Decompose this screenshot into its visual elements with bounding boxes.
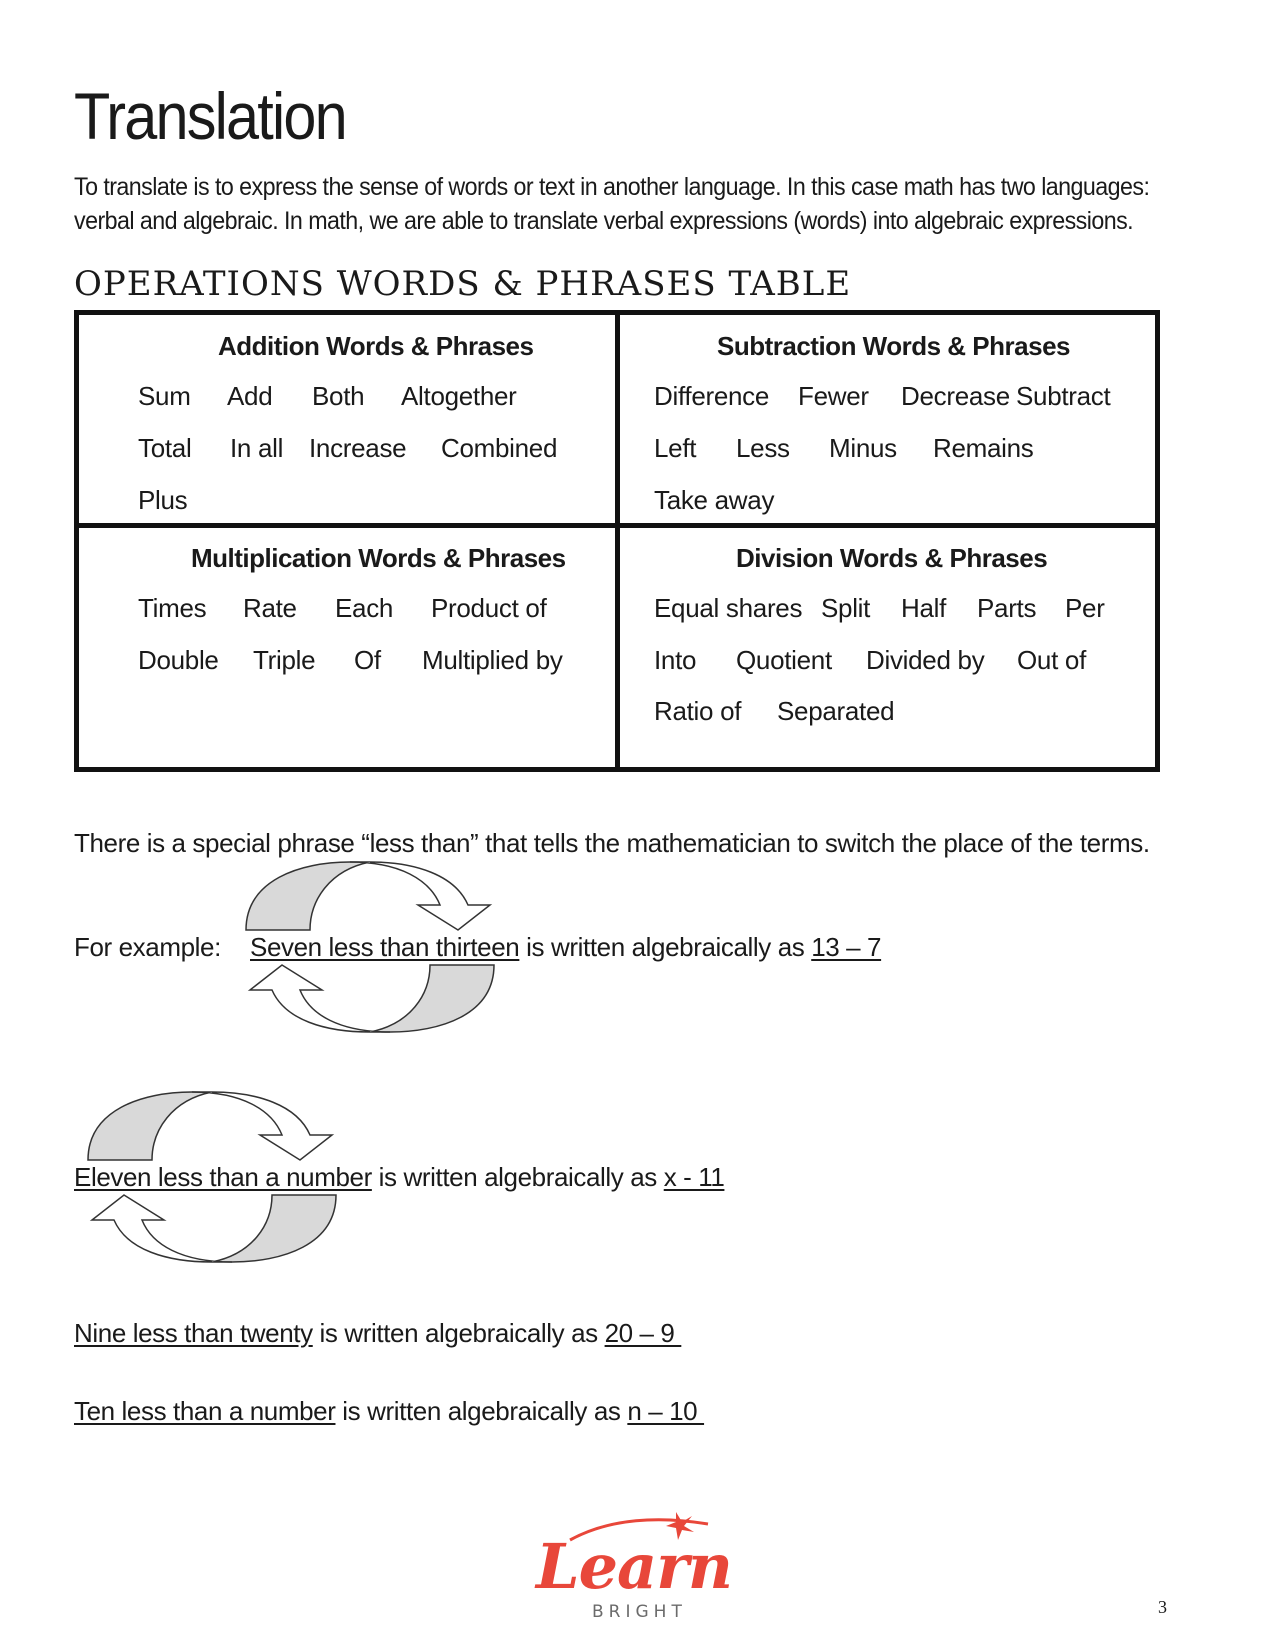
division-word: Half [901,593,947,623]
table-divider-vertical [615,315,620,767]
logo-subtext: BRIGHT [592,1602,687,1622]
addition-word: Add [227,381,273,411]
multiplication-word: Rate [243,593,297,623]
division-word: Ratio of [654,696,742,726]
example-expression: n – 10 [627,1396,705,1426]
division-word: Divided by [866,645,985,675]
multiplication-word: Times [138,593,207,623]
division-word: Split [821,593,871,623]
division-word: Out of [1017,645,1087,675]
division-heading: Division Words & Phrases [736,543,1048,573]
section-title: OPERATIONS WORDS & PHRASES TABLE [74,264,852,304]
intro-line-1: To translate is to express the sense of words or text in another language. In this case math has two languages: [74,173,1150,201]
subtraction-word: Fewer [798,381,869,411]
example-label: For example: [74,932,221,962]
example-expression: 20 – 9 [604,1318,682,1348]
division-word: Into [654,645,697,675]
learn-bright-logo [530,1510,740,1628]
addition-word: Increase [309,433,407,463]
example-phrase: Nine less than twenty [74,1318,313,1348]
addition-heading: Addition Words & Phrases [218,331,534,361]
example-phrase: Eleven less than a number [74,1162,372,1192]
subtraction-word: Left [654,433,697,463]
example-expression: x - 11 [663,1162,725,1192]
page-number: 3 [1158,1597,1167,1617]
page-title: Translation [74,79,346,153]
multiplication-word: Product of [431,593,547,623]
division-word: Equal shares [654,593,803,623]
intro-paragraph [74,170,1171,238]
division-word: Parts [977,593,1037,623]
multiplication-word: Multiplied by [422,645,563,675]
table-divider-horizontal [79,523,1155,528]
multiplication-word: Triple [253,645,316,675]
operations-table [74,310,1160,772]
subtraction-word: Remains [933,433,1034,463]
subtraction-word: Minus [829,433,897,463]
addition-word: Plus [138,485,188,515]
example-line [250,932,881,963]
multiplication-word: Double [138,645,219,675]
intro-line-2: verbal and algebraic. In math, we are able to translate verbal expressions (words) into algebraic expressions. [74,207,1134,235]
subtraction-word: Less [736,433,790,463]
division-word: Per [1065,593,1105,623]
addition-word: Altogether [401,381,517,411]
logo-wordmark: Learn [536,1530,732,1603]
special-phrase-text: There is a special phrase “less than” that tells the mathematician to switch the place of the terms. [74,828,1150,858]
example-phrase: Ten less than a number [74,1396,336,1426]
addition-word: Total [138,433,192,463]
example-connector: is written algebraically as [519,932,812,962]
multiplication-heading: Multiplication Words & Phrases [191,543,566,573]
addition-word: Sum [138,381,191,411]
multiplication-word: Of [354,645,381,675]
example-expression: 13 – 7 [811,932,882,962]
example-connector: is written algebraically as [335,1396,628,1426]
subtraction-word: Decrease [901,381,1010,411]
addition-word: In all [230,433,284,463]
example-phrase: Seven less than thirteen [250,932,520,962]
example-connector: is written algebraically as [371,1162,664,1192]
addition-word: Both [312,381,365,411]
subtraction-heading: Subtraction Words & Phrases [717,331,1070,361]
example-line [74,1162,724,1193]
example-line [74,1318,681,1349]
example-connector: is written algebraically as [312,1318,605,1348]
multiplication-word: Each [335,593,394,623]
subtraction-word: Subtract [1016,381,1111,411]
addition-word: Combined [441,433,558,463]
subtraction-word: Take away [654,485,775,515]
division-word: Separated [777,696,895,726]
example-line [74,1396,704,1427]
subtraction-word: Difference [654,381,770,411]
division-word: Quotient [736,645,832,675]
